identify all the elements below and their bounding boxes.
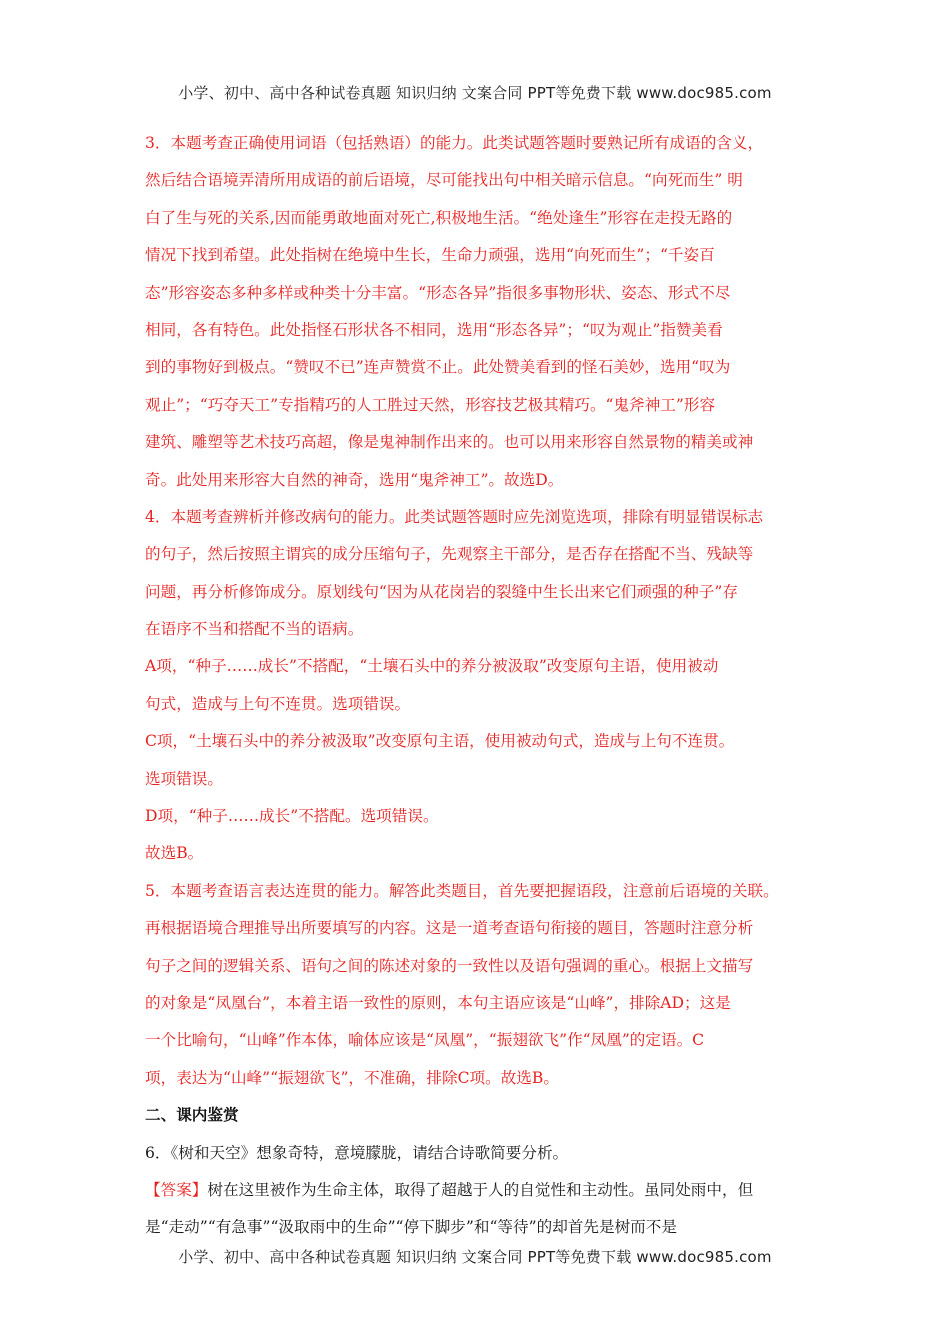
- text-line: 然后结合语境弄清所用成语的前后语境，尽可能找出句中相关暗示信息。“向死而生” 明: [145, 171, 743, 190]
- text-line: 3．本题考查正确使用词语（包括熟语）的能力。此类试题答题时要熟记所有成语的含义，: [145, 134, 764, 152]
- text-line: D项，“种子……成长”不搭配。选项错误。: [145, 807, 439, 826]
- text-line: 问题，再分析修饰成分。原划线句“因为从花岗岩的裂缝中生长出来它们顽强的种子”存: [145, 582, 738, 601]
- text-line: 奇。此处用来形容大自然的神奇，选用“鬼斧神工”。故选D。: [145, 470, 564, 489]
- header-banner: 小学、初中、高中各种试卷真题 知识归纳 文案合同 PPT等免费下载 www.doc985.com: [178, 84, 772, 102]
- text-line: A项，“种子……成长”不搭配，“土壤石头中的养分被汲取”改变原句主语，使用被动: [145, 657, 719, 676]
- text-line: 白了生与死的关系,因而能勇敢地面对死亡,积极地生活。“绝处逢生”形容在走投无路的: [145, 208, 733, 227]
- text-line: 的句子，然后按照主谓宾的成分压缩句子，先观察主干部分，是否存在搭配不当、残缺等: [145, 545, 754, 564]
- text-line: 4．本题考查辨析并修改病句的能力。此类试题答题时应先浏览选项，排除有明显错误标志: [145, 507, 764, 526]
- text-line: 句式，造成与上句不连贯。选项错误。: [145, 694, 411, 713]
- answer-text: 树在这里被作为生命主体，取得了超越于人的自觉性和主动性。虽同处雨中，但: [207, 1180, 754, 1199]
- text-line: 建筑、雕塑等艺术技巧高超，像是鬼神制作出来的。也可以用来形容自然景物的精美或神: [145, 433, 754, 452]
- text-line: 在语序不当和搭配不当的语病。: [145, 620, 364, 639]
- text-line: 选项错误。: [145, 769, 223, 788]
- text-line: 5．本题考查语言表达连贯的能力。解答此类题目，首先要把握语段，注意前后语境的关联。: [145, 881, 779, 900]
- text-line: C项，“土壤石头中的养分被汲取”改变原句主语，使用被动句式，造成与上句不连贯。: [145, 732, 735, 751]
- document-body: [145, 125, 815, 1247]
- text-line: 再根据语境合理推导出所要填写的内容。这是一道考查语句衔接的题目，答题时注意分析: [145, 919, 754, 938]
- text-line: 句子之间的逻辑关系、语句之间的陈述对象的一致性以及语句强调的重心。根据上文描写: [145, 956, 754, 975]
- text-line: 故选B。: [145, 844, 204, 863]
- text-line: 态”形容姿态多种多样或种类十分丰富。“形态各异”指很多事物形状、姿态、形式不尽: [145, 283, 731, 302]
- footer-banner: 小学、初中、高中各种试卷真题 知识归纳 文案合同 PPT等免费下载 www.doc985.com: [178, 1248, 772, 1266]
- answer-label: 【答案】: [145, 1180, 208, 1199]
- question-line: 6．《树和天空》想象奇特，意境朦胧，请结合诗歌简要分析。: [145, 1143, 569, 1162]
- text-line: 到的事物好到极点。“赞叹不已”连声赞赏不止。此处赞美看到的怪石美妙，选用“叹为: [145, 358, 731, 377]
- text-line: 观止”；“巧夺天工”专指精巧的人工胜过天然，形容技艺极其精巧。“鬼斧神工”形容: [145, 395, 716, 414]
- text-line: 相同，各有特色。此处指怪石形状各不相同，选用“形态各异”；“叹为观止”指赞美看: [145, 320, 723, 339]
- text-line: 的对象是“凤凰台”，本着主语一致性的原则，本句主语应该是“山峰”，排除AD；这是: [145, 993, 731, 1012]
- text-line: 情况下找到希望。此处指树在绝境中生长，生命力顽强，选用“向死而生”；“千姿百: [145, 246, 715, 265]
- answer-line: 是“走动”“有急事”“汲取雨中的生命”“停下脚步”和“等待”的却首先是树而不是: [145, 1218, 677, 1237]
- text-line: 项，表达为“山峰”“振翅欲飞”，不准确，排除C项。故选B。: [145, 1068, 559, 1087]
- answer-line: [145, 1172, 815, 1209]
- section-heading: 二、课内鉴赏: [145, 1106, 239, 1125]
- text-line: 一个比喻句，“山峰”作本体，喻体应该是“凤凰”，“振翅欲飞”作“凤凰”的定语。C: [145, 1031, 705, 1050]
